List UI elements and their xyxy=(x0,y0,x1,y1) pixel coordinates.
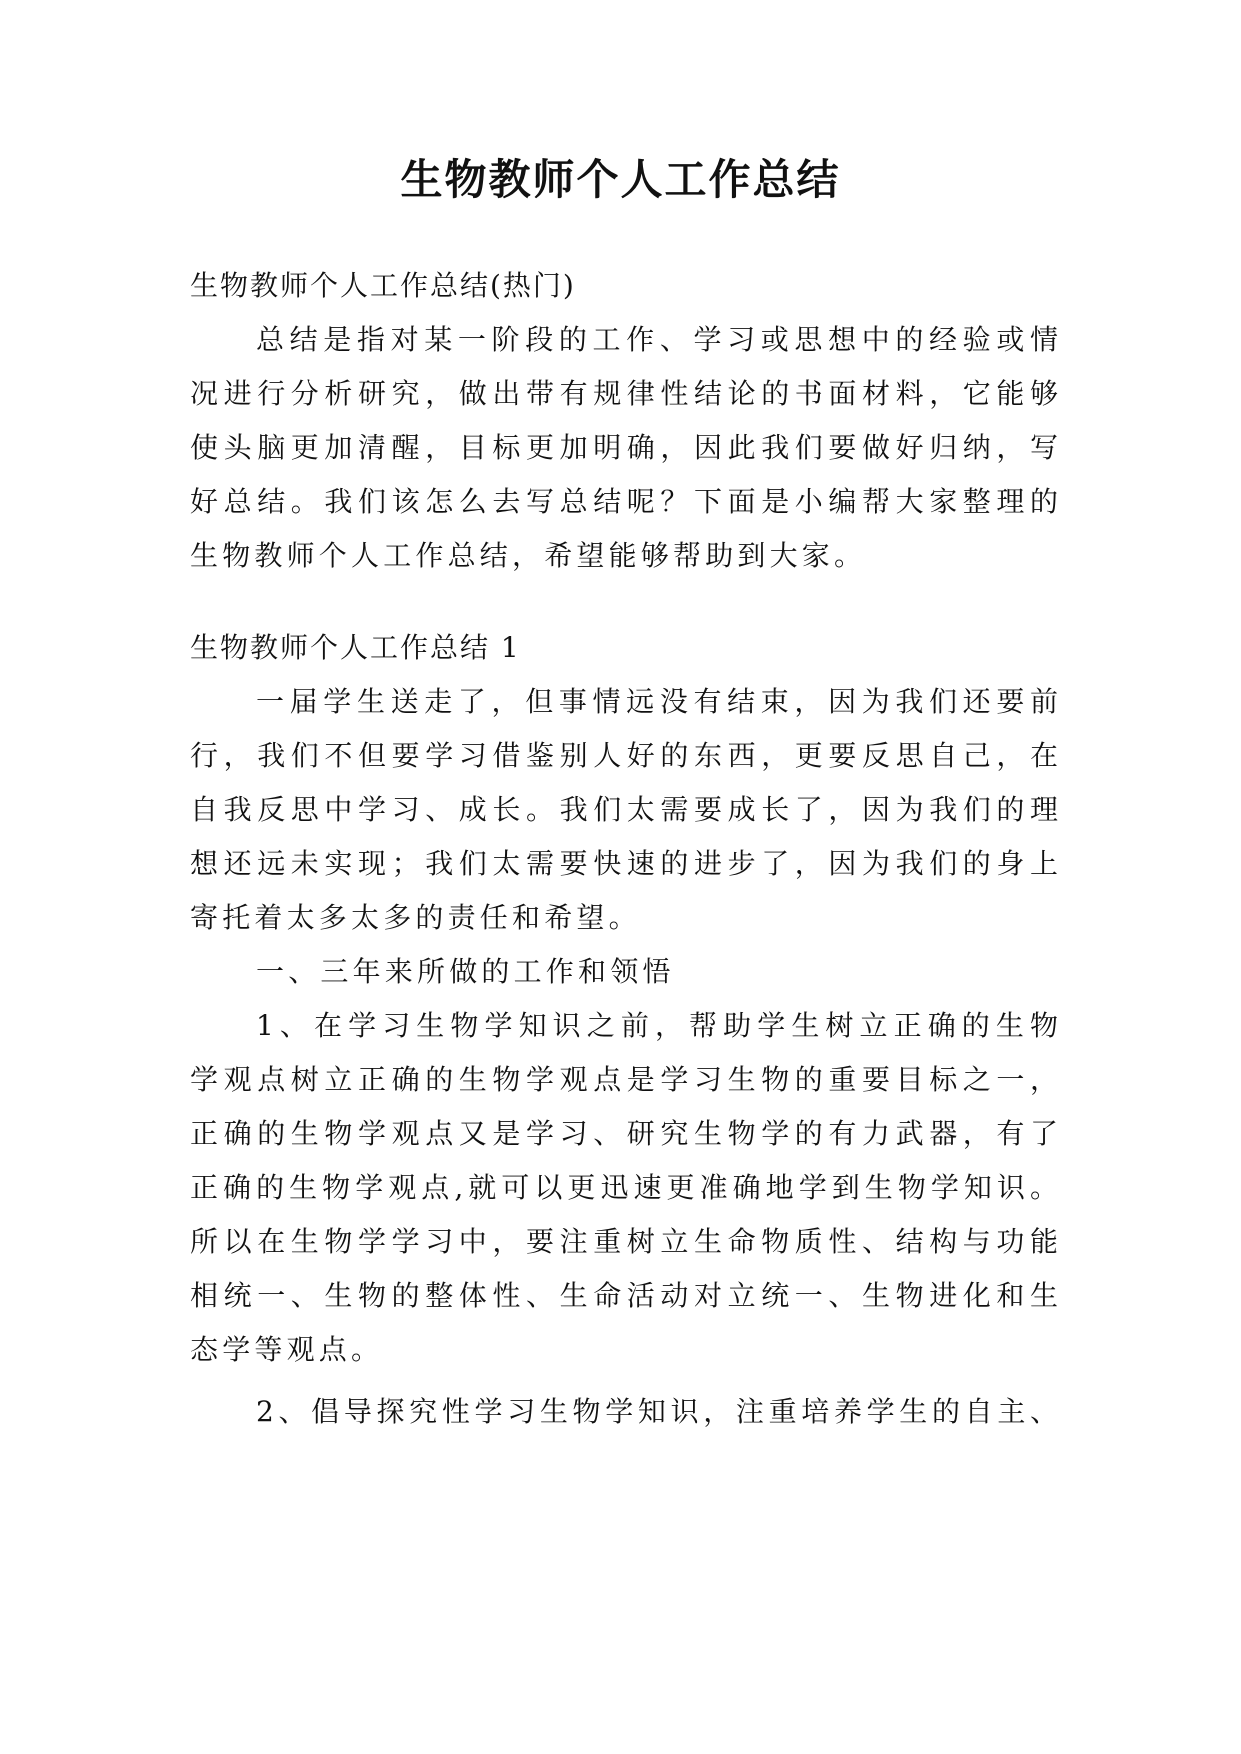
intro-line: 使头脑更加清醒，目标更加明确，因此我们要做好归纳，写 xyxy=(190,431,1058,464)
point-line: 正确的生物学观点又是学习、研究生物学的有力武器，有了 xyxy=(190,1117,1058,1150)
section-heading: 生物教师个人工作总结 1 xyxy=(190,631,521,664)
document-subtitle: 生物教师个人工作总结(热门) xyxy=(190,269,576,302)
document-title: 生物教师个人工作总结 xyxy=(400,155,841,204)
section-line: 自我反思中学习、成长。我们太需要成长了，因为我们的理 xyxy=(190,793,1058,826)
section-line: 想还远未实现；我们太需要快速的进步了，因为我们的身上 xyxy=(190,847,1058,880)
intro-line: 生物教师个人工作总结，希望能够帮助到大家。 xyxy=(190,539,867,572)
point-line: 2、倡导探究性学习生物学知识，注重培养学生的自主、 xyxy=(256,1395,1058,1428)
point-line: 正确的生物学观点,就可以更迅速更准确地学到生物学知识。 xyxy=(190,1171,1058,1204)
section-line: 行，我们不但要学习借鉴别人好的东西，更要反思自己，在 xyxy=(190,739,1058,772)
intro-line: 总结是指对某一阶段的工作、学习或思想中的经验或情 xyxy=(256,323,1058,356)
section-line: 寄托着太多太多的责任和希望。 xyxy=(190,901,641,934)
point-line: 相统一、生物的整体性、生命活动对立统一、生物进化和生 xyxy=(190,1279,1058,1312)
intro-line: 况进行分析研究，做出带有规律性结论的书面材料，它能够 xyxy=(190,377,1058,410)
point-line: 学观点树立正确的生物学观点是学习生物的重要目标之一， xyxy=(190,1063,1058,1096)
point-line: 1、在学习生物学知识之前，帮助学生树立正确的生物 xyxy=(256,1009,1058,1042)
intro-line: 好总结。我们该怎么去写总结呢？下面是小编帮大家整理的 xyxy=(190,485,1058,518)
point-line: 所以在生物学学习中，要注重树立生命物质性、结构与功能 xyxy=(190,1225,1058,1258)
section-line: 一届学生送走了，但事情远没有结束，因为我们还要前 xyxy=(256,685,1058,718)
point-line: 态学等观点。 xyxy=(190,1333,384,1366)
section-subheading: 一、三年来所做的工作和领悟 xyxy=(256,955,675,988)
